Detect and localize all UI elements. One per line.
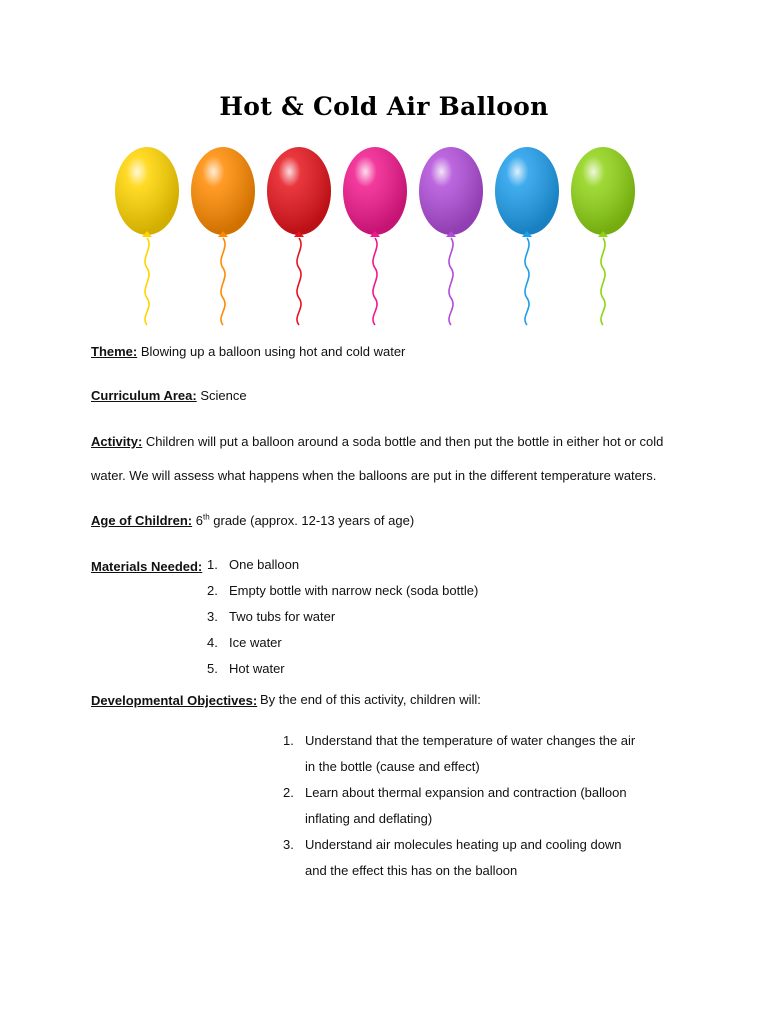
activity-text-line1: Children will put a balloon around a soda bottle and then put the bottle in either hot or cold bbox=[145, 434, 664, 449]
list-item-text: Learn about thermal expansion and contraction (balloon inflating and deflating) bbox=[305, 785, 627, 826]
list-item bbox=[283, 832, 643, 884]
balloon-icon bbox=[490, 140, 564, 330]
balloon-icon bbox=[186, 140, 260, 330]
age-grade-suffix: th bbox=[202, 512, 210, 522]
objectives-row bbox=[91, 693, 257, 709]
activity-text-line2: water. We will assess what happens when the balloons are put in the different temperature waters. bbox=[91, 468, 657, 483]
list-item-number: 4. bbox=[207, 635, 218, 650]
list-item-number: 3. bbox=[207, 609, 218, 624]
list-item-number: 5. bbox=[207, 661, 218, 676]
age-grade-text: grade (approx. 12-13 years of age) bbox=[213, 513, 415, 528]
materials-label: Materials Needed: bbox=[91, 559, 203, 574]
list-item bbox=[207, 609, 478, 635]
list-item-number: 1. bbox=[283, 733, 294, 748]
curriculum-row bbox=[91, 388, 247, 404]
list-item bbox=[207, 661, 478, 687]
list-item-number: 3. bbox=[283, 837, 294, 852]
balloon-icon bbox=[338, 140, 412, 330]
curriculum-value: Science bbox=[200, 388, 247, 403]
list-item-number: 2. bbox=[207, 583, 218, 598]
balloon-row-illustration bbox=[110, 140, 670, 335]
list-item-text: Empty bottle with narrow neck (soda bottle) bbox=[229, 583, 479, 598]
list-item-text: Hot water bbox=[229, 661, 285, 676]
list-item bbox=[207, 583, 478, 609]
list-item bbox=[283, 728, 643, 780]
theme-value: Blowing up a balloon using hot and cold water bbox=[140, 344, 406, 359]
activity-row bbox=[91, 434, 663, 450]
objectives-list bbox=[283, 728, 643, 884]
document-title: Hot & Cold Air Balloon bbox=[219, 92, 549, 121]
balloon-icon bbox=[414, 140, 488, 330]
list-item-text: Understand air molecules heating up and cooling down and the effect this has on the balloon bbox=[305, 837, 622, 878]
balloon-icon bbox=[262, 140, 336, 330]
list-item bbox=[283, 780, 643, 832]
objectives-intro: By the end of this activity, children will: bbox=[260, 692, 481, 707]
list-item-number: 2. bbox=[283, 785, 294, 800]
list-item-text: One balloon bbox=[229, 557, 300, 572]
objectives-label: Developmental Objectives: bbox=[91, 693, 258, 708]
materials-list bbox=[207, 557, 478, 687]
age-label: Age of Children: bbox=[91, 513, 193, 528]
activity-label: Activity: bbox=[91, 434, 143, 449]
theme-label: Theme: bbox=[91, 344, 138, 359]
list-item-text: Ice water bbox=[229, 635, 282, 650]
list-item-text: Understand that the temperature of water changes the air in the bottle (cause and effect) bbox=[305, 733, 636, 774]
balloon-icon bbox=[566, 140, 640, 330]
age-grade-number: 6 bbox=[195, 513, 203, 528]
theme-row bbox=[91, 344, 405, 360]
curriculum-label: Curriculum Area: bbox=[91, 388, 197, 403]
list-item bbox=[207, 557, 478, 583]
list-item-text: Two tubs for water bbox=[229, 609, 336, 624]
balloon-icon bbox=[110, 140, 184, 330]
list-item-number: 1. bbox=[207, 557, 218, 572]
age-row bbox=[91, 513, 414, 529]
list-item bbox=[207, 635, 478, 661]
